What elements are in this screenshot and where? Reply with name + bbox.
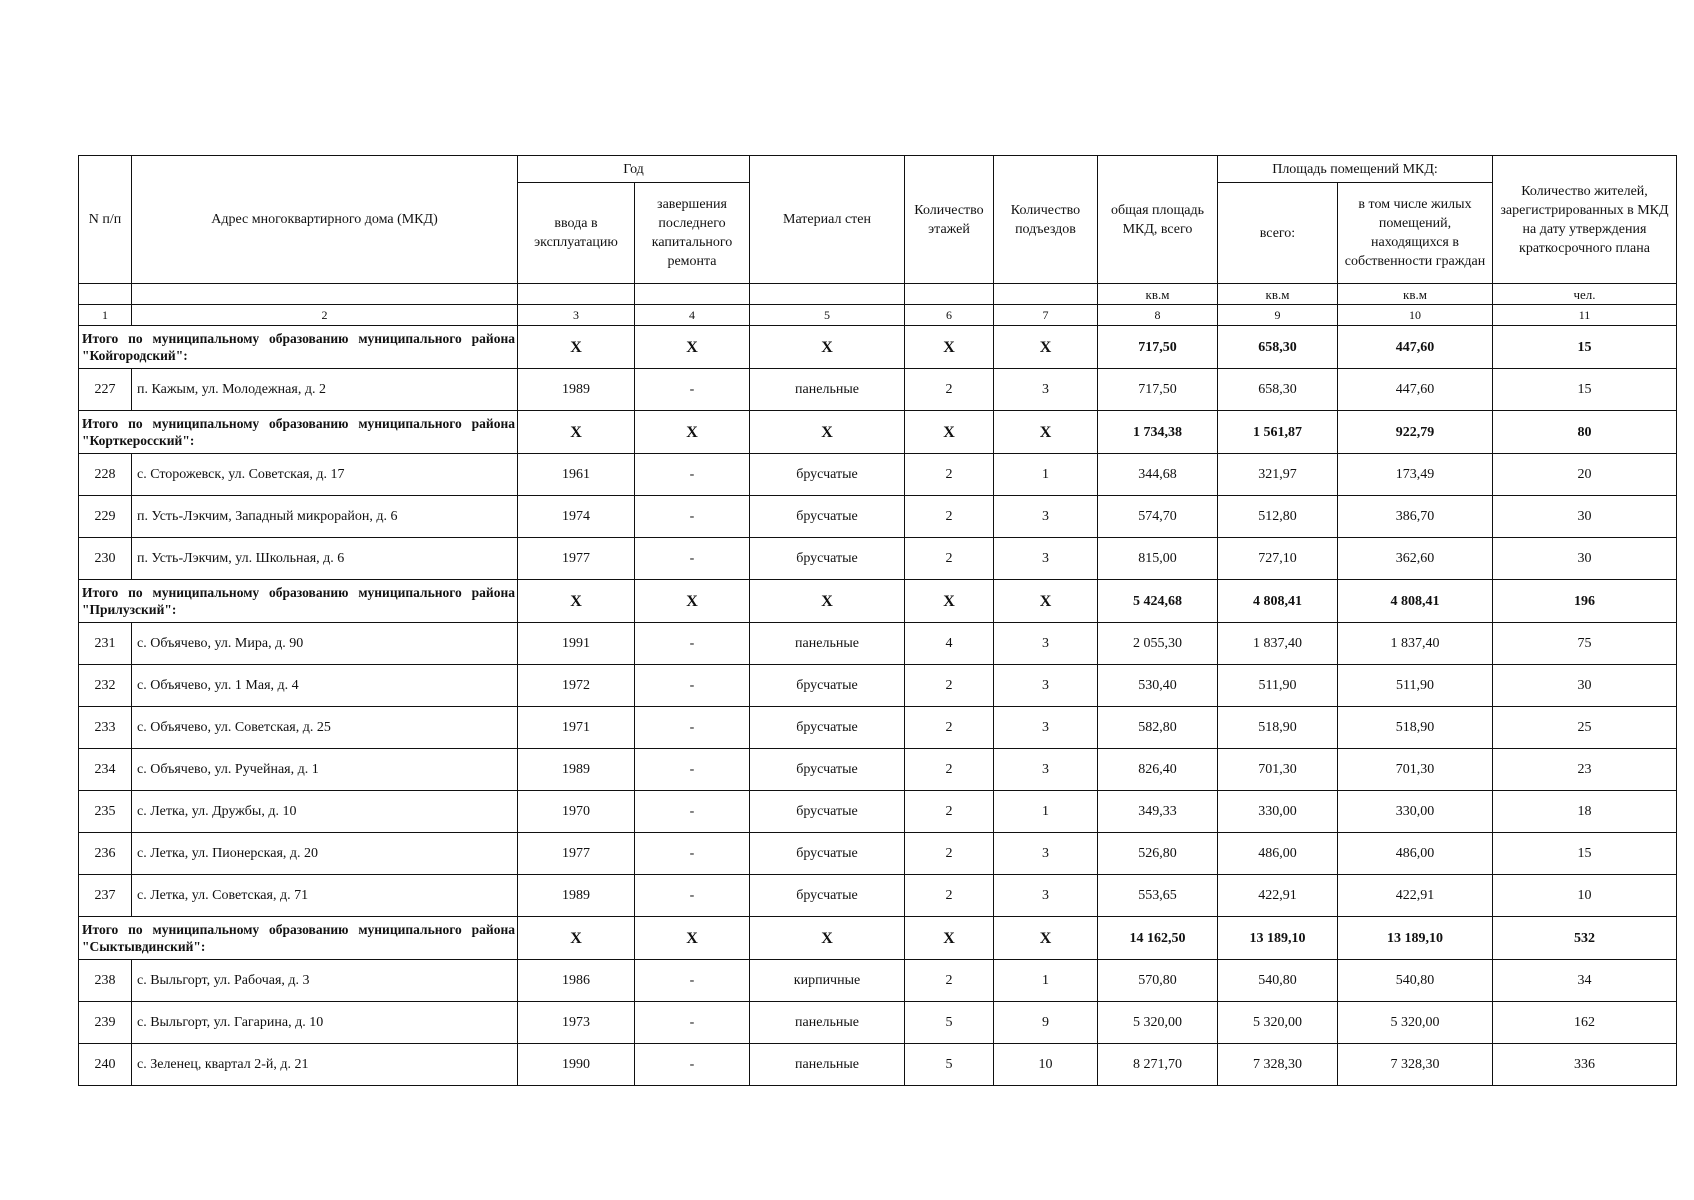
header-total-area: общая площадь МКД, всего	[1098, 156, 1218, 284]
row-all: 512,80	[1218, 496, 1338, 538]
row-total: 8 271,70	[1098, 1044, 1218, 1086]
row-private: 511,90	[1338, 665, 1493, 707]
group-year: X	[518, 326, 635, 369]
group-all: 4 808,41	[1218, 580, 1338, 623]
row-total: 530,40	[1098, 665, 1218, 707]
row-year: 1986	[518, 960, 635, 1002]
row-floors: 2	[905, 369, 994, 411]
row-all: 486,00	[1218, 833, 1338, 875]
group-repair: X	[635, 580, 750, 623]
col-number: 9	[1218, 305, 1338, 326]
row-address: с. Летка, ул. Дружбы, д. 10	[132, 791, 518, 833]
group-total-row	[79, 917, 1677, 960]
table-row	[79, 960, 1677, 1002]
header-address: Адрес многоквартирного дома (МКД)	[132, 156, 518, 284]
row-wall: кирпичные	[750, 960, 905, 1002]
row-wall: брусчатые	[750, 791, 905, 833]
row-floors: 2	[905, 538, 994, 580]
col-number: 2	[132, 305, 518, 326]
group-year: X	[518, 411, 635, 454]
row-private: 701,30	[1338, 749, 1493, 791]
row-wall: брусчатые	[750, 833, 905, 875]
header-floors: Количество этажей	[905, 156, 994, 284]
row-private: 422,91	[1338, 875, 1493, 917]
row-number: 237	[79, 875, 132, 917]
row-repair: -	[635, 1044, 750, 1086]
row-total: 526,80	[1098, 833, 1218, 875]
col-number: 4	[635, 305, 750, 326]
header-year-repair: завершения последнего капитального ремонта	[635, 183, 750, 284]
row-repair: -	[635, 1002, 750, 1044]
row-residents: 20	[1493, 454, 1677, 496]
group-private: 13 189,10	[1338, 917, 1493, 960]
row-year: 1989	[518, 749, 635, 791]
table-row	[79, 623, 1677, 665]
unit-empty	[994, 284, 1098, 305]
row-residents: 15	[1493, 833, 1677, 875]
row-address: с. Объячево, ул. Советская, д. 25	[132, 707, 518, 749]
row-number: 239	[79, 1002, 132, 1044]
group-all: 658,30	[1218, 326, 1338, 369]
row-entrances: 3	[994, 833, 1098, 875]
row-repair: -	[635, 665, 750, 707]
row-wall: брусчатые	[750, 538, 905, 580]
row-address: с. Сторожевск, ул. Советская, д. 17	[132, 454, 518, 496]
row-floors: 2	[905, 707, 994, 749]
header-year-group: Год	[518, 156, 750, 183]
row-wall: брусчатые	[750, 454, 905, 496]
row-wall: брусчатые	[750, 665, 905, 707]
group-name: Итого по муниципальному образованию муниципального района "Койгородский":	[79, 326, 518, 369]
group-wall: X	[750, 326, 905, 369]
row-entrances: 1	[994, 454, 1098, 496]
unit-empty	[132, 284, 518, 305]
row-entrances: 3	[994, 496, 1098, 538]
group-total-row	[79, 580, 1677, 623]
group-floors: X	[905, 580, 994, 623]
row-repair: -	[635, 791, 750, 833]
row-total: 349,33	[1098, 791, 1218, 833]
row-residents: 30	[1493, 496, 1677, 538]
row-year: 1973	[518, 1002, 635, 1044]
row-wall: брусчатые	[750, 707, 905, 749]
row-private: 447,60	[1338, 369, 1493, 411]
header-area-all: всего:	[1218, 183, 1338, 284]
table-row	[79, 875, 1677, 917]
row-wall: панельные	[750, 369, 905, 411]
header-residents: Количество жителей, зарегистрированных в МКД на дату утверждения краткосрочного плана	[1493, 156, 1677, 284]
row-wall: панельные	[750, 1044, 905, 1086]
row-number: 240	[79, 1044, 132, 1086]
row-residents: 75	[1493, 623, 1677, 665]
group-residents: 15	[1493, 326, 1677, 369]
row-address: с. Объячево, ул. Мира, д. 90	[132, 623, 518, 665]
row-number: 228	[79, 454, 132, 496]
row-wall: панельные	[750, 1002, 905, 1044]
row-entrances: 3	[994, 749, 1098, 791]
document-sheet	[78, 155, 1676, 1086]
row-all: 321,97	[1218, 454, 1338, 496]
row-entrances: 1	[994, 791, 1098, 833]
unit-total: кв.м	[1098, 284, 1218, 305]
row-repair: -	[635, 454, 750, 496]
row-total: 344,68	[1098, 454, 1218, 496]
row-year: 1974	[518, 496, 635, 538]
row-all: 330,00	[1218, 791, 1338, 833]
row-repair: -	[635, 749, 750, 791]
row-address: с. Летка, ул. Советская, д. 71	[132, 875, 518, 917]
table-row	[79, 833, 1677, 875]
group-name: Итого по муниципальному образованию муниципального района "Сыктывдинский":	[79, 917, 518, 960]
group-repair: X	[635, 326, 750, 369]
table-row	[79, 538, 1677, 580]
row-private: 7 328,30	[1338, 1044, 1493, 1086]
row-private: 1 837,40	[1338, 623, 1493, 665]
row-private: 173,49	[1338, 454, 1493, 496]
group-name: Итого по муниципальному образованию муниципального района "Корткеросский":	[79, 411, 518, 454]
row-year: 1990	[518, 1044, 635, 1086]
row-repair: -	[635, 875, 750, 917]
group-floors: X	[905, 917, 994, 960]
group-residents: 532	[1493, 917, 1677, 960]
row-residents: 25	[1493, 707, 1677, 749]
row-repair: -	[635, 538, 750, 580]
row-entrances: 3	[994, 538, 1098, 580]
row-year: 1977	[518, 538, 635, 580]
header-area-group: Площадь помещений МКД:	[1218, 156, 1493, 183]
group-entrances: X	[994, 326, 1098, 369]
header-entrances: Количество подъездов	[994, 156, 1098, 284]
row-floors: 2	[905, 665, 994, 707]
row-wall: брусчатые	[750, 875, 905, 917]
row-residents: 30	[1493, 665, 1677, 707]
row-total: 717,50	[1098, 369, 1218, 411]
row-wall: брусчатые	[750, 496, 905, 538]
row-repair: -	[635, 960, 750, 1002]
row-entrances: 3	[994, 623, 1098, 665]
row-all: 658,30	[1218, 369, 1338, 411]
table-row	[79, 749, 1677, 791]
group-wall: X	[750, 580, 905, 623]
row-year: 1972	[518, 665, 635, 707]
row-residents: 336	[1493, 1044, 1677, 1086]
group-repair: X	[635, 411, 750, 454]
unit-empty	[905, 284, 994, 305]
row-all: 7 328,30	[1218, 1044, 1338, 1086]
table-row	[79, 454, 1677, 496]
row-number: 233	[79, 707, 132, 749]
row-entrances: 3	[994, 369, 1098, 411]
group-residents: 196	[1493, 580, 1677, 623]
group-residents: 80	[1493, 411, 1677, 454]
row-entrances: 3	[994, 665, 1098, 707]
row-address: с. Зеленец, квартал 2-й, д. 21	[132, 1044, 518, 1086]
col-number: 7	[994, 305, 1098, 326]
row-floors: 4	[905, 623, 994, 665]
unit-empty	[635, 284, 750, 305]
table-row	[79, 496, 1677, 538]
row-all: 5 320,00	[1218, 1002, 1338, 1044]
table-row	[79, 1044, 1677, 1086]
row-all: 727,10	[1218, 538, 1338, 580]
header-area-private: в том числе жилых помещений, находящихся в собственности граждан	[1338, 183, 1493, 284]
group-private: 922,79	[1338, 411, 1493, 454]
row-year: 1961	[518, 454, 635, 496]
row-floors: 2	[905, 791, 994, 833]
unit-all: кв.м	[1218, 284, 1338, 305]
table-row	[79, 369, 1677, 411]
row-number: 234	[79, 749, 132, 791]
row-residents: 30	[1493, 538, 1677, 580]
row-residents: 10	[1493, 875, 1677, 917]
row-private: 486,00	[1338, 833, 1493, 875]
row-private: 518,90	[1338, 707, 1493, 749]
row-total: 570,80	[1098, 960, 1218, 1002]
unit-residents: чел.	[1493, 284, 1677, 305]
row-address: п. Кажым, ул. Молодежная, д. 2	[132, 369, 518, 411]
group-name: Итого по муниципальному образованию муниципального района "Прилузский":	[79, 580, 518, 623]
row-residents: 34	[1493, 960, 1677, 1002]
row-year: 1989	[518, 875, 635, 917]
row-total: 5 320,00	[1098, 1002, 1218, 1044]
row-private: 386,70	[1338, 496, 1493, 538]
unit-empty	[518, 284, 635, 305]
group-floors: X	[905, 326, 994, 369]
col-number: 3	[518, 305, 635, 326]
group-wall: X	[750, 917, 905, 960]
row-year: 1991	[518, 623, 635, 665]
row-repair: -	[635, 369, 750, 411]
row-year: 1989	[518, 369, 635, 411]
group-year: X	[518, 580, 635, 623]
row-private: 330,00	[1338, 791, 1493, 833]
row-number: 229	[79, 496, 132, 538]
row-address: с. Выльгорт, ул. Рабочая, д. 3	[132, 960, 518, 1002]
col-number: 6	[905, 305, 994, 326]
col-number: 1	[79, 305, 132, 326]
row-floors: 2	[905, 833, 994, 875]
row-all: 701,30	[1218, 749, 1338, 791]
row-all: 511,90	[1218, 665, 1338, 707]
group-all: 1 561,87	[1218, 411, 1338, 454]
row-wall: панельные	[750, 623, 905, 665]
row-wall: брусчатые	[750, 749, 905, 791]
group-repair: X	[635, 917, 750, 960]
row-floors: 2	[905, 496, 994, 538]
row-address: с. Летка, ул. Пионерская, д. 20	[132, 833, 518, 875]
row-number: 227	[79, 369, 132, 411]
unit-private: кв.м	[1338, 284, 1493, 305]
row-all: 422,91	[1218, 875, 1338, 917]
row-residents: 15	[1493, 369, 1677, 411]
group-private: 4 808,41	[1338, 580, 1493, 623]
row-repair: -	[635, 623, 750, 665]
row-entrances: 9	[994, 1002, 1098, 1044]
row-number: 236	[79, 833, 132, 875]
group-total: 717,50	[1098, 326, 1218, 369]
row-number: 238	[79, 960, 132, 1002]
row-floors: 5	[905, 1044, 994, 1086]
group-total: 14 162,50	[1098, 917, 1218, 960]
row-floors: 2	[905, 960, 994, 1002]
header-num: N п/п	[79, 156, 132, 284]
group-wall: X	[750, 411, 905, 454]
row-total: 574,70	[1098, 496, 1218, 538]
row-floors: 2	[905, 875, 994, 917]
row-all: 1 837,40	[1218, 623, 1338, 665]
row-address: с. Объячево, ул. 1 Мая, д. 4	[132, 665, 518, 707]
mkd-table	[78, 155, 1677, 1086]
group-total: 1 734,38	[1098, 411, 1218, 454]
table-row	[79, 707, 1677, 749]
group-floors: X	[905, 411, 994, 454]
row-year: 1970	[518, 791, 635, 833]
col-number: 5	[750, 305, 905, 326]
row-total: 2 055,30	[1098, 623, 1218, 665]
row-total: 826,40	[1098, 749, 1218, 791]
row-floors: 2	[905, 749, 994, 791]
row-floors: 5	[905, 1002, 994, 1044]
group-entrances: X	[994, 580, 1098, 623]
row-total: 582,80	[1098, 707, 1218, 749]
row-entrances: 1	[994, 960, 1098, 1002]
header-wall: Материал стен	[750, 156, 905, 284]
row-number: 231	[79, 623, 132, 665]
row-number: 230	[79, 538, 132, 580]
row-private: 362,60	[1338, 538, 1493, 580]
unit-empty	[750, 284, 905, 305]
row-all: 518,90	[1218, 707, 1338, 749]
row-year: 1977	[518, 833, 635, 875]
row-total: 553,65	[1098, 875, 1218, 917]
header-year-commission: ввода в эксплуатацию	[518, 183, 635, 284]
group-total-row	[79, 411, 1677, 454]
group-private: 447,60	[1338, 326, 1493, 369]
group-entrances: X	[994, 411, 1098, 454]
row-residents: 162	[1493, 1002, 1677, 1044]
table-row	[79, 791, 1677, 833]
row-floors: 2	[905, 454, 994, 496]
table-row	[79, 665, 1677, 707]
row-private: 5 320,00	[1338, 1002, 1493, 1044]
row-number: 235	[79, 791, 132, 833]
row-repair: -	[635, 833, 750, 875]
col-number: 11	[1493, 305, 1677, 326]
row-address: п. Усть-Лэкчим, ул. Школьная, д. 6	[132, 538, 518, 580]
row-year: 1971	[518, 707, 635, 749]
row-private: 540,80	[1338, 960, 1493, 1002]
row-address: с. Выльгорт, ул. Гагарина, д. 10	[132, 1002, 518, 1044]
col-number: 8	[1098, 305, 1218, 326]
row-entrances: 3	[994, 875, 1098, 917]
row-address: с. Объячево, ул. Ручейная, д. 1	[132, 749, 518, 791]
col-number: 10	[1338, 305, 1493, 326]
row-repair: -	[635, 707, 750, 749]
unit-empty	[79, 284, 132, 305]
row-total: 815,00	[1098, 538, 1218, 580]
row-residents: 23	[1493, 749, 1677, 791]
row-repair: -	[635, 496, 750, 538]
group-all: 13 189,10	[1218, 917, 1338, 960]
row-entrances: 3	[994, 707, 1098, 749]
group-total: 5 424,68	[1098, 580, 1218, 623]
group-total-row	[79, 326, 1677, 369]
row-address: п. Усть-Лэкчим, Западный микрорайон, д. 6	[132, 496, 518, 538]
group-year: X	[518, 917, 635, 960]
row-residents: 18	[1493, 791, 1677, 833]
row-number: 232	[79, 665, 132, 707]
row-entrances: 10	[994, 1044, 1098, 1086]
group-entrances: X	[994, 917, 1098, 960]
table-row	[79, 1002, 1677, 1044]
row-all: 540,80	[1218, 960, 1338, 1002]
